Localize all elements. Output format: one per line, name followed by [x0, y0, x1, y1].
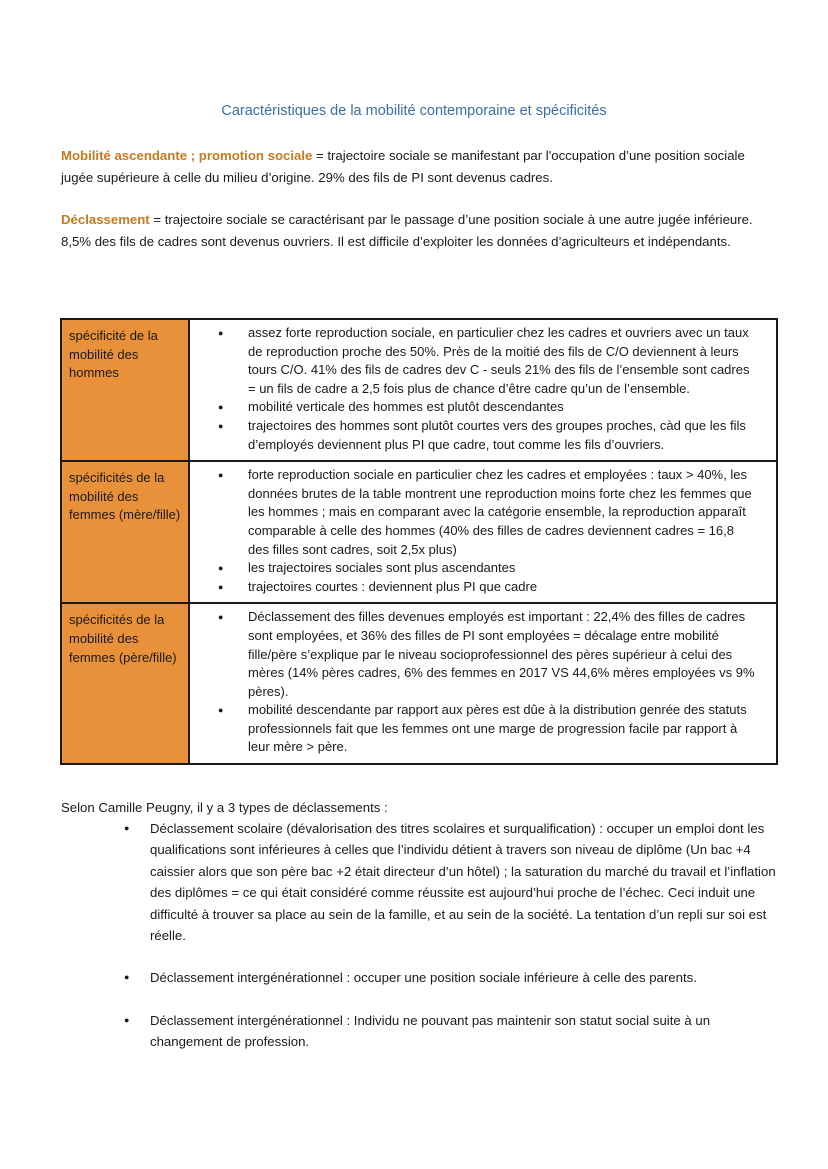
row-content: [189, 603, 777, 764]
bullet-item: ● mobilité descendante par rapport aux pères est dûe à la distribution genrée des statuts professionnels fait que les femmes ont une marge de progression facile par rapport à leur mère > père.: [218, 701, 758, 757]
definition-declassement: [61, 209, 771, 253]
row-content: [189, 319, 777, 461]
list-item: ● Déclassement scolaire (dévalorisation des titres scolaires et surqualification) : occuper un emploi dont les qualifications sont inférieures à celles que l’individu détient à travers son niveau de diplôme (Un bac +4 caissier alors que son père bac +2 était directeur d’un hôtel) ; la saturation du marché du travail et l’inflation des diplômes = ce qui était considéré comme réussite est aujourd’hui proche de l’échec. Ceci induit une difficulté à trouver sa place au sein de la famille, et au sein de la société. La tentation d’un repli sur soi est réelle.: [118, 818, 778, 946]
bullet-item: ● assez forte reproduction sociale, en particulier chez les cadres et ouvriers avec un taux de reproduction proche des 50%. Près de la moitié des fils de C/O deviennent à leurs tours C/O. 41% des fils de cadres dev C - seuls 21% des fils de l’ensemble sont cadres = un fils de cadre a 2,5 fois plus de chance d’être cadre qu’un de l’ensemble.: [218, 324, 758, 398]
bullet-item: ● forte reproduction sociale en particulier chez les cadres et employées : taux > 40%, les données brutes de la table montrent une reproduction moins forte chez les femmes que les hommes ; mais en comparant avec la catégorie ensemble, la reproduction apparaît comparable à celle des hommes (40% des filles de cadres deviennent cadres = 16,8 des filles sont cadres, soit 2,5x plus): [218, 466, 758, 559]
definition-term: Mobilité ascendante ; promotion sociale: [61, 148, 313, 163]
row-content: [189, 461, 777, 603]
definition-text: = trajectoire sociale se caractérisant par le passage d’une position sociale à une autre jugée inférieure. 8,5% des fils de cadres sont devenus ouvriers. Il est difficile d’exploiter les données d’agriculteurs et indépendants.: [61, 212, 753, 249]
table-row: [61, 319, 777, 461]
definition-text: = trajectoire sociale se manifestant par l'occupation d’une position sociale jugée supérieure à celle du milieu d’origine. 29% des fils de PI sont devenus cadres.: [61, 148, 745, 185]
declassement-types-intro: Selon Camille Peugny, il y a 3 types de déclassements :: [61, 800, 388, 815]
definition-mobilite-ascendante: [61, 145, 771, 189]
list-item: ● Déclassement intergénérationnel : Individu ne pouvant pas maintenir son statut social suite à un changement de profession.: [118, 1010, 778, 1053]
table-row: [61, 603, 777, 764]
bullet-item: ● Déclassement des filles devenues employés est important : 22,4% des filles de cadres sont employées, et 36% des filles de PI sont employées = décalage entre mobilité fille/père s’explique par le niveau socioprofessionnel des pères supérieur à celui des mères (14% pères cadres, 6% des femmes en 2017 VS 44,6% mères employées vs 9% pères).: [218, 608, 758, 701]
definition-term: Déclassement: [61, 212, 150, 227]
declassement-types-list: [118, 818, 778, 1053]
row-label: spécificités de la mobilité des femmes (père/fille): [61, 603, 189, 764]
bullet-item: ● mobilité verticale des hommes est plutôt descendantes: [218, 398, 758, 417]
page-title: Caractéristiques de la mobilité contemporaine et spécificités: [221, 103, 607, 119]
row-label: spécificité de la mobilité des hommes: [61, 319, 189, 461]
bullet-item: ● les trajectoires sociales sont plus ascendantes: [218, 559, 758, 578]
list-item: ● Déclassement intergénérationnel : occuper une position sociale inférieure à celle des parents.: [118, 967, 778, 988]
bullet-item: ● trajectoires courtes : deviennent plus PI que cadre: [218, 578, 758, 597]
table-row: [61, 461, 777, 603]
row-label: spécificités de la mobilité des femmes (mère/fille): [61, 461, 189, 603]
specificites-table: [60, 318, 778, 765]
bullet-item: ● trajectoires des hommes sont plutôt courtes vers des groupes proches, càd que les fils d’employés deviennent plus PI que cadre, tout comme les fils d’ouvriers.: [218, 417, 758, 454]
